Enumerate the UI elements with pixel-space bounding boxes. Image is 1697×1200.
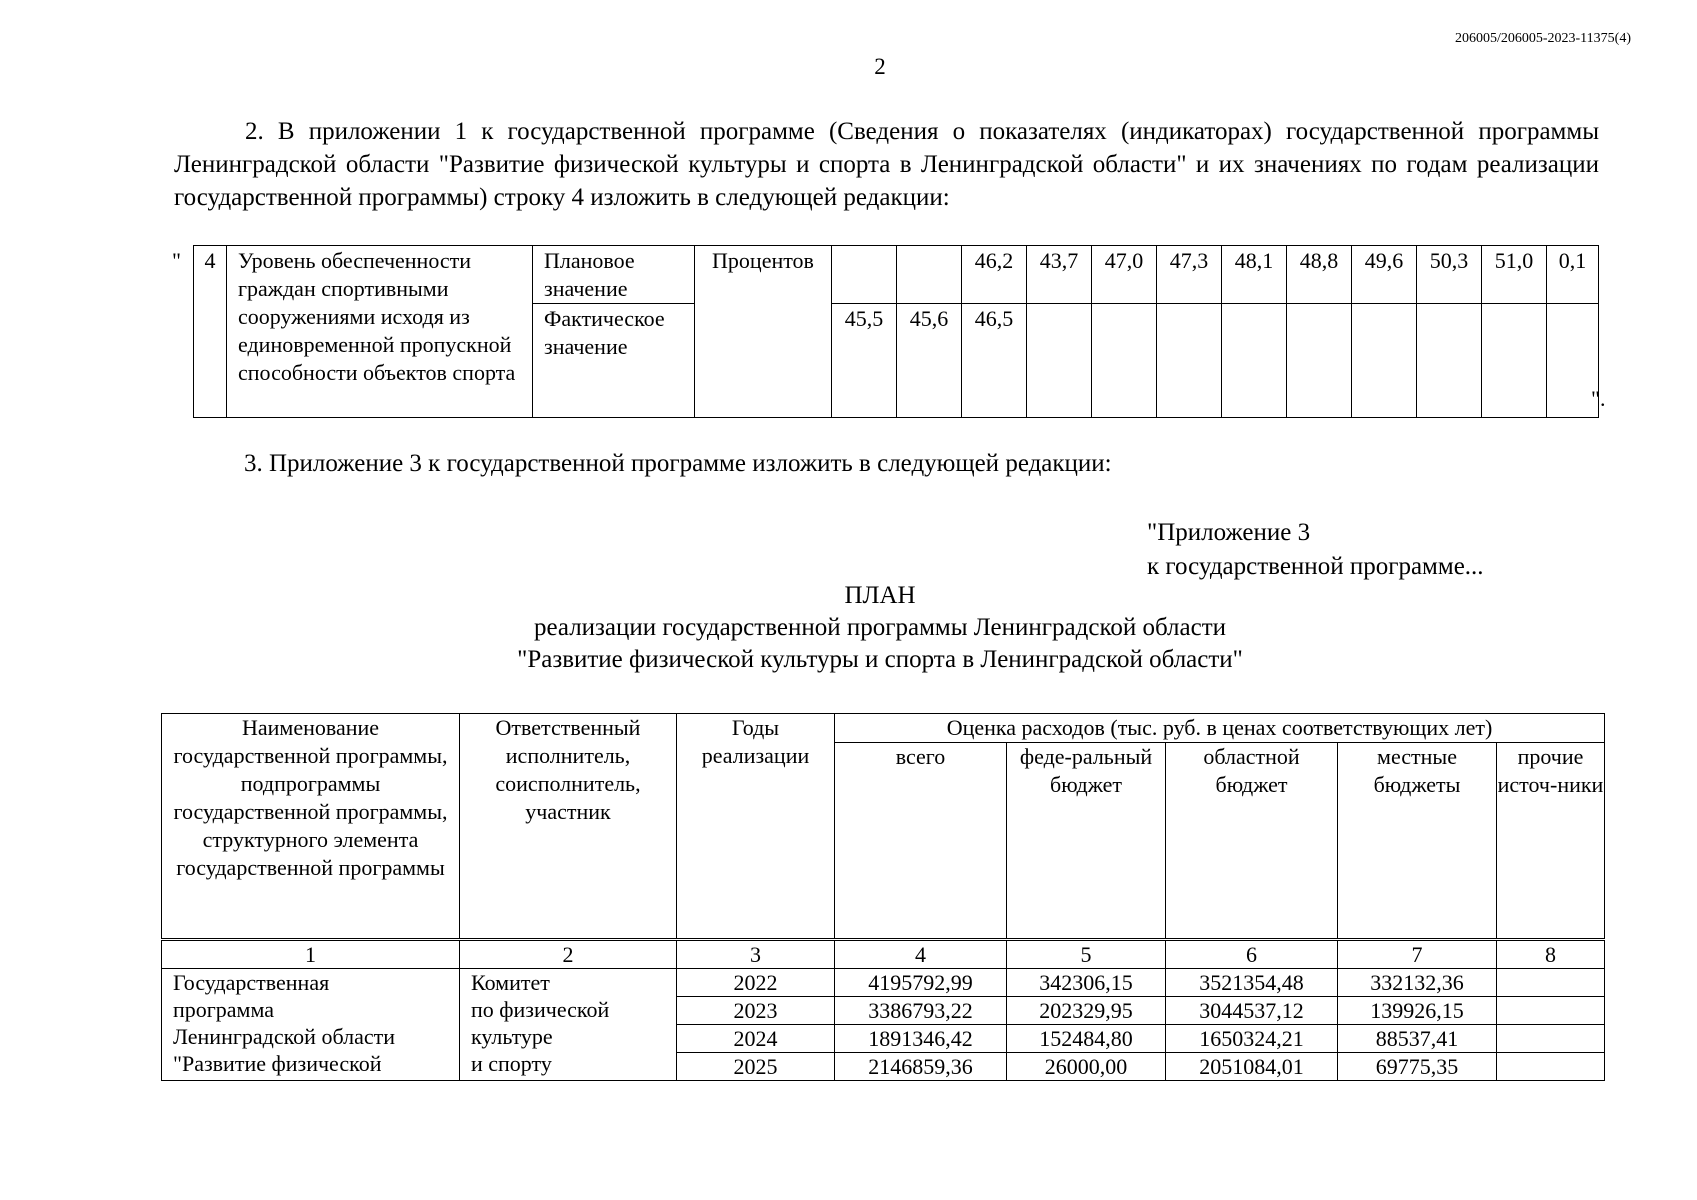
federal-cell: 152484,80: [1007, 1025, 1166, 1053]
column-number: 2: [460, 941, 677, 969]
document-id: 206005/206005-2023-11375(4): [1454, 31, 1631, 46]
planned-value: 51,0: [1482, 246, 1547, 304]
program-name-line: "Развитие физической: [173, 1051, 382, 1076]
planned-value: 47,0: [1092, 246, 1157, 304]
planned-value: [832, 246, 897, 304]
total-cell: 4195792,99: [835, 969, 1007, 997]
executor-line: Комитет: [471, 970, 550, 995]
actual-value: [1352, 304, 1417, 418]
plan-table: [161, 713, 1605, 1081]
actual-value: 45,6: [897, 304, 962, 418]
executor-line: культуре: [471, 1024, 553, 1049]
plan-title-block: [300, 580, 1460, 676]
table1-quote-close: ".: [1591, 386, 1606, 411]
indicator-row-number: 4: [194, 246, 227, 418]
paragraph-3: 3. Приложение 3 к государственной программе изложить в следующей редакции:: [244, 450, 1112, 477]
planned-label: Плановое значение: [533, 246, 695, 304]
planned-value: 50,3: [1417, 246, 1482, 304]
total-cell: 2146859,36: [835, 1053, 1007, 1081]
program-name-line: Ленинградской области: [173, 1024, 395, 1049]
header-years: Годы реализации: [677, 714, 835, 939]
actual-value: 46,5: [962, 304, 1027, 418]
federal-cell: 26000,00: [1007, 1053, 1166, 1081]
actual-value: [1287, 304, 1352, 418]
planned-value: 46,2: [962, 246, 1027, 304]
program-name-line: программа: [173, 997, 275, 1022]
planned-value: 0,1: [1547, 246, 1599, 304]
column-number: 1: [162, 941, 460, 969]
column-number: 6: [1166, 941, 1338, 969]
annex-line-1: "Приложение 3: [1147, 519, 1311, 546]
planned-value: [897, 246, 962, 304]
indicator-name: Уровень обеспеченности граждан спортивными сооружениями исходя из единовременной пропускной способности объектов спорта: [227, 246, 533, 418]
actual-value: [1222, 304, 1287, 418]
table1-quote-open: ": [172, 248, 181, 273]
other-cell: [1497, 969, 1605, 997]
total-cell: 3386793,22: [835, 997, 1007, 1025]
plan-subtitle-2: "Развитие физической культуры и спорта в Ленинградской области": [517, 646, 1243, 673]
planned-value: 48,1: [1222, 246, 1287, 304]
regional-cell: 3521354,48: [1166, 969, 1338, 997]
indicator-unit: Процентов: [695, 246, 832, 418]
regional-cell: 3044537,12: [1166, 997, 1338, 1025]
total-cell: 1891346,42: [835, 1025, 1007, 1053]
header-expenses: Оценка расходов (тыс. руб. в ценах соответствующих лет): [835, 714, 1605, 743]
program-name-cell: [162, 969, 460, 1081]
executor-line: по физической: [471, 997, 610, 1022]
header-total: всего: [835, 743, 1007, 939]
regional-cell: 1650324,21: [1166, 1025, 1338, 1053]
column-number: 3: [677, 941, 835, 969]
planned-value: 47,3: [1157, 246, 1222, 304]
plan-header-row-1: [162, 714, 1605, 743]
planned-value: 48,8: [1287, 246, 1352, 304]
column-number: 4: [835, 941, 1007, 969]
local-cell: 332132,36: [1338, 969, 1497, 997]
other-cell: [1497, 1053, 1605, 1081]
annex-line-2: к государственной программе...: [1147, 553, 1484, 580]
header-federal: феде-ральный бюджет: [1007, 743, 1166, 939]
local-cell: 139926,15: [1338, 997, 1497, 1025]
column-number: 7: [1338, 941, 1497, 969]
actual-value: [1157, 304, 1222, 418]
plan-subtitle-1: реализации государственной программы Ленинградской области: [533, 614, 1227, 641]
table-row: [162, 969, 1605, 997]
annex-caption: [1147, 516, 1484, 584]
header-executor: Ответственный исполнитель, соисполнитель, участник: [460, 714, 677, 939]
actual-value: 45,5: [832, 304, 897, 418]
actual-value: [1027, 304, 1092, 418]
executor-cell: [460, 969, 677, 1081]
column-number: 5: [1007, 941, 1166, 969]
header-other: прочие источ-ники: [1497, 743, 1605, 939]
header-regional: областной бюджет: [1166, 743, 1338, 939]
local-cell: 88537,41: [1338, 1025, 1497, 1053]
header-name: Наименование государственной программы, подпрограммы государственной программы, структурного элемента государственной программы: [162, 714, 460, 939]
federal-cell: 342306,15: [1007, 969, 1166, 997]
federal-cell: 202329,95: [1007, 997, 1166, 1025]
year-cell: 2025: [677, 1053, 835, 1081]
page-number: 2: [874, 54, 886, 79]
actual-value: [1417, 304, 1482, 418]
indicator-table: [193, 245, 1599, 418]
program-name-line: Государственная: [173, 970, 330, 995]
indicator-plan-row: [194, 246, 1599, 304]
local-cell: 69775,35: [1338, 1053, 1497, 1081]
planned-value: 49,6: [1352, 246, 1417, 304]
paragraph-2: [174, 115, 1599, 214]
other-cell: [1497, 997, 1605, 1025]
actual-value: [1092, 304, 1157, 418]
column-number: 8: [1497, 941, 1605, 969]
other-cell: [1497, 1025, 1605, 1053]
paragraph-2-text: 2. В приложении 1 к государственной программе (Сведения о показателях (индикаторах) государственной программы Ленинградской области "Развитие физической культуры и спорта в Ленинградской области" и их значениях по годам реализации государственной программы) строку 4 изложить в следующей редакции:: [174, 118, 1599, 211]
year-cell: 2024: [677, 1025, 835, 1053]
planned-value: 43,7: [1027, 246, 1092, 304]
plan-title: ПЛАН: [844, 582, 916, 609]
year-cell: 2022: [677, 969, 835, 997]
actual-value: [1482, 304, 1547, 418]
executor-line: и спорту: [471, 1051, 552, 1076]
header-local: местные бюджеты: [1338, 743, 1497, 939]
regional-cell: 2051084,01: [1166, 1053, 1338, 1081]
year-cell: 2023: [677, 997, 835, 1025]
actual-label: Фактическое значение: [533, 304, 695, 418]
column-number-row: [162, 941, 1605, 969]
